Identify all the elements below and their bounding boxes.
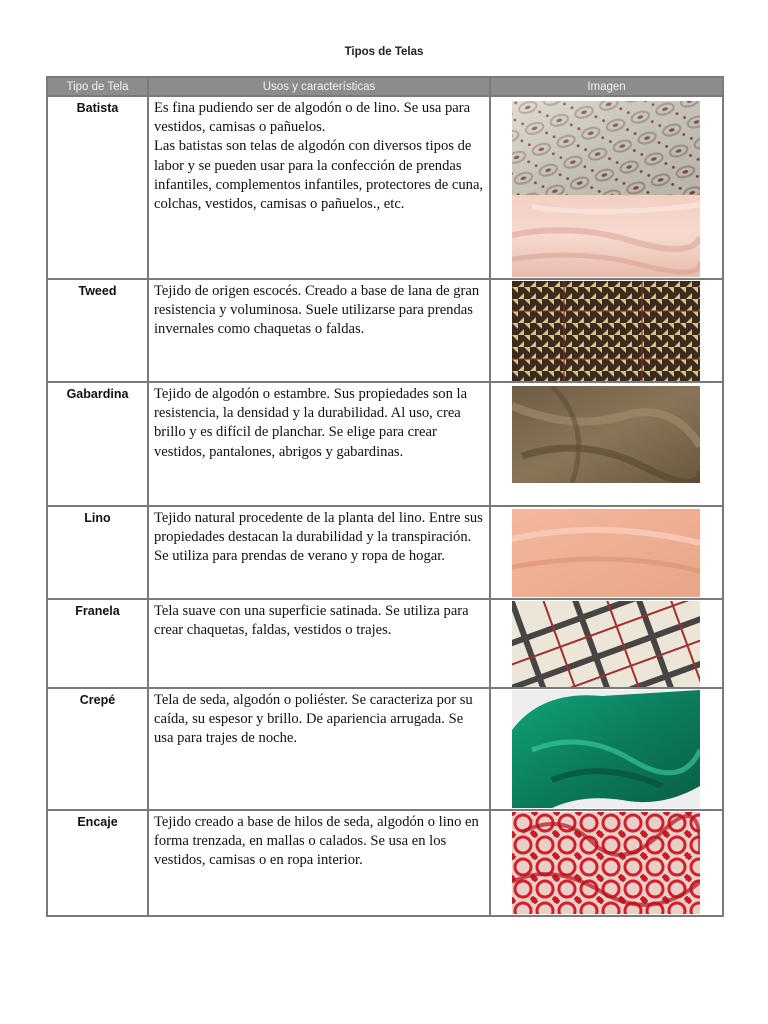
fabric-name: Gabardina <box>47 382 148 506</box>
fabric-description: Tejido creado a base de hilos de seda, algodón o lino en forma trenzada, en mallas o calados. Se usa en los vestidos, camisas o en ropa interior. <box>148 810 490 916</box>
column-header-type: Tipo de Tela <box>47 77 148 96</box>
fabric-image-cell <box>490 599 723 688</box>
fabric-image-cell <box>490 382 723 506</box>
fabric-image-cell <box>490 688 723 810</box>
description-text: Es fina pudiendo ser de algodón o de lino. Se usa para vestidos, camisas o pañuelos. Las batistas son telas de algodón con diversos tipos de labor y se pueden usar para la confección de prendas infantiles, complementos infantiles, protectores de cuna, colchas, vestidos, camisas o pañuelos., etc. <box>154 100 484 213</box>
fabric-description: Tela suave con una superficie satinada. Se utiliza para crear chaquetas, faldas, vestidos o trajes. <box>148 599 490 688</box>
table-row <box>47 279 723 382</box>
table-row <box>47 810 723 916</box>
fabric-name: Crepé <box>47 688 148 810</box>
fabric-name: Lino <box>47 506 148 599</box>
fabric-name: Franela <box>47 599 148 688</box>
fabric-image-cell <box>490 506 723 599</box>
fabric-name: Encaje <box>47 810 148 916</box>
fabric-image-cell <box>490 279 723 382</box>
table-row <box>47 96 723 279</box>
batista-eyelet-image <box>512 101 700 195</box>
fabric-types-table <box>46 76 724 917</box>
fabric-image-cell <box>490 96 723 279</box>
fabric-name: Tweed <box>47 279 148 382</box>
linen-image <box>512 509 700 597</box>
column-header-image: Imagen <box>490 77 723 96</box>
column-header-uses: Usos y características <box>148 77 490 96</box>
batista-pink-image <box>512 195 700 277</box>
table-row <box>47 382 723 506</box>
gabardine-image <box>512 386 700 483</box>
flannel-plaid-image <box>512 601 700 687</box>
fabric-description <box>148 96 490 279</box>
red-lace-image <box>512 812 700 914</box>
table-row <box>47 599 723 688</box>
document-title: Tipos de Telas <box>344 46 424 58</box>
fabric-description: Tejido de origen escocés. Creado a base de lana de gran resistencia y voluminosa. Suele utilizarse para prendas invernales como chaquetas o faldas. <box>148 279 490 382</box>
table-header-row <box>47 77 723 96</box>
tweed-houndstooth-image <box>512 281 700 381</box>
fabric-description: Tela de seda, algodón o poliéster. Se caracteriza por su caída, su espesor y brillo. De apariencia arrugada. Se usa para trajes de noche. <box>148 688 490 810</box>
fabric-name: Batista <box>47 96 148 279</box>
fabric-image-cell <box>490 810 723 916</box>
table-row <box>47 688 723 810</box>
crepe-green-image <box>512 690 700 808</box>
table-row <box>47 506 723 599</box>
fabric-description: Tejido natural procedente de la planta del lino. Entre sus propiedades destacan la durabilidad y la transpiración. Se utiliza para prendas de verano y ropa de hogar. <box>148 506 490 599</box>
fabric-description: Tejido de algodón o estambre. Sus propiedades son la resistencia, la densidad y la durabilidad. Al uso, crea brillo y es difícil de planchar. Se elige para crear vestidos, pantalones, abrigos y gabardinas. <box>148 382 490 506</box>
